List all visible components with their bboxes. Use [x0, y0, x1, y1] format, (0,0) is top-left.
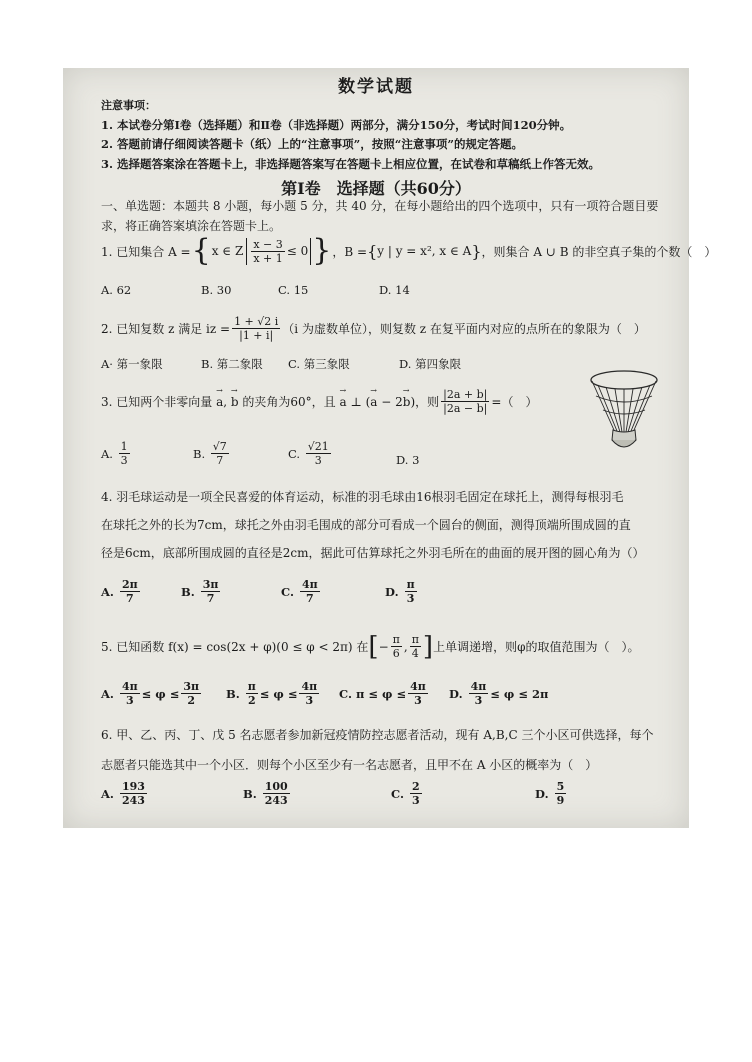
q2-prefix: 2. 已知复数 z 满足 iz =: [101, 322, 231, 336]
q3-suffix: =（ ）: [491, 395, 538, 409]
frac-num: 2π: [121, 578, 138, 591]
question-4-line: 4. 羽毛球运动是一项全民喜爱的体育运动，标准的羽毛球由16根羽毛固定在球托上，测得每根羽毛: [101, 490, 624, 504]
q3-mid2: ，则: [415, 395, 440, 409]
note-item: 1. 本试卷分第Ⅰ卷（选择题）和Ⅱ卷（非选择题）两部分，满分150分，考试时间120分钟。: [101, 118, 572, 132]
instructions: 一、单选题：本题共 8 小题，每小题 5 分，共 40 分，在每小题给出的四个选项中，只有一项符合题目要求，将正确答案填涂在答题卡上。: [101, 199, 659, 233]
q2-option-d: D. 第四象限: [399, 357, 462, 371]
q1-option-a: A. 62: [101, 283, 132, 297]
frac-den: 243: [264, 794, 288, 807]
q1-set-a-rhs: ≤ 0: [286, 244, 309, 258]
frac-den: 3: [414, 694, 422, 707]
q1-frac-num: x − 3: [253, 237, 283, 251]
q2-frac-den: |1 + i|: [239, 329, 274, 342]
q2-option-b: B. 第二象限: [201, 357, 263, 371]
left-brace: {: [191, 233, 211, 268]
q5-option-d: D. $\frac{4\pi}{3}$ ≤ φ ≤ 2π: [449, 680, 549, 707]
frac-num: 5: [556, 780, 565, 793]
left-brace: {: [367, 241, 378, 261]
frac-num: 1: [120, 440, 128, 453]
q1-set-a-lhs: x ∈ Z: [211, 244, 244, 258]
q2-fraction: [232, 315, 280, 342]
frac-num: 100: [264, 780, 288, 793]
q2-frac-num: 1 + √2 i: [234, 315, 279, 328]
q3-frac-num: |2a + b|: [443, 388, 488, 401]
shuttlecock-illustration: [586, 368, 662, 456]
frac-num: 4π: [410, 680, 426, 693]
q2-option-c: C. 第三象限: [288, 357, 350, 371]
frac-num: √21: [307, 440, 329, 453]
q3-condition: → a ⊥ (→ a − 2→ b): [336, 395, 415, 409]
q1-abs: [246, 238, 311, 265]
q1-frac-den: x + 1: [253, 251, 283, 265]
question-1: [101, 233, 717, 268]
q1-mid: ，B =: [332, 244, 368, 259]
frac-num: 3π: [183, 680, 200, 693]
q3-prefix: 3. 已知两个非零向量: [101, 395, 213, 409]
q5-option-c: C. π ≤ φ ≤ $\frac{4\pi}{3}$: [339, 680, 426, 707]
frac-den: 3: [411, 794, 420, 807]
frac-num: 4π: [301, 578, 318, 591]
frac-den: 7: [125, 592, 134, 605]
q3-option-d: D. 3: [396, 453, 420, 467]
frac-den: 7: [306, 592, 314, 605]
q5-interval-right: [410, 633, 421, 660]
frac-num: π: [406, 578, 415, 591]
frac-den: 3: [406, 592, 415, 605]
frac-den: 3: [474, 694, 483, 707]
q3-option-c: C. $\frac{√21}{3}$: [288, 440, 329, 467]
q3-frac-den: |2a − b|: [443, 402, 488, 415]
frac-num: 193: [121, 780, 145, 793]
frac-den: 9: [556, 794, 565, 807]
q1-option-b: B. 30: [201, 283, 232, 297]
frac-den: 3: [120, 454, 128, 467]
frac-den: 2: [247, 694, 256, 707]
note-item: 2. 答题前请仔细阅读答题卡（纸）上的“注意事项”，按照“注意事项”的规定答题。: [101, 137, 523, 151]
frac-den: 2: [187, 694, 196, 707]
q5-interval-left: [391, 633, 402, 660]
frac-num: π: [392, 633, 400, 646]
right-brace: }: [471, 241, 482, 261]
frac-den: 6: [392, 647, 400, 660]
q5-prefix: 5. 已知函数 f(x) = cos(2x + φ)(0 ≤ φ < 2π) 在: [101, 640, 369, 654]
comma: ,: [403, 639, 408, 654]
q1-option-d: D. 14: [379, 283, 410, 297]
exam-paper: [63, 68, 717, 828]
question-3: [101, 388, 537, 415]
q3-mid1: 的夹角为60°，且: [242, 395, 336, 409]
q3-fraction: [441, 388, 489, 415]
frac-num: 3π: [202, 578, 219, 591]
q5-suffix: 上单调递增，则φ的取值范围为（ ）。: [433, 640, 640, 654]
q6-option-d: D. $\frac{5}{9}$: [535, 780, 565, 807]
frac-den: 7: [216, 454, 224, 467]
q3-vectors: → a, → b: [212, 395, 242, 409]
note-item: 3. 选择题答案涂在答题卡上，非选择题答案写在答题卡上相应位置，在试卷和草稿纸上作答无效。: [101, 157, 601, 171]
q1-set-b: y | y = x², x ∈ A: [377, 244, 472, 258]
right-bracket: ]: [422, 631, 434, 662]
page-title: 数学试题: [338, 77, 414, 97]
frac-num: 4π: [301, 680, 318, 693]
option-value: 3: [412, 453, 420, 467]
question-6-line: 6. 甲、乙、丙、丁、戊 5 名志愿者参加新冠疫情防控志愿者活动，现有 A,B,C 三个小区可供选择，每个: [101, 728, 654, 742]
frac-num: π: [247, 680, 256, 693]
frac-den: 4: [411, 647, 419, 660]
question-4-line: 径是6cm，底部所围成圆的直径是2cm，据此可估算球托之外羽毛所在的曲面的展开图的圆心角为（）: [101, 546, 645, 560]
frac-num: 4π: [470, 680, 487, 693]
question-2: [101, 315, 646, 342]
section-title: 第Ⅰ卷 选择题（共60分）: [281, 179, 471, 198]
frac-den: 3: [314, 454, 322, 467]
q1-suffix: ，则集合 A ∪ B 的非空真子集的个数（ ）: [481, 244, 717, 259]
notes-heading: 注意事项：: [101, 99, 156, 112]
right-brace: }: [312, 233, 332, 268]
question-4-line: 在球托之外的长为7cm，球托之外由羽毛围成的部分可看成一个圆台的侧面，测得顶端所围成圆的直: [101, 518, 631, 532]
q1-prefix: 1. 已知集合 A =: [101, 244, 191, 259]
q4-option-b: B. $\frac{3\pi}{7}$: [181, 578, 219, 605]
q2-option-a: A· 第一象限: [101, 357, 163, 371]
q6-option-a: A. $\frac{193}{243}$: [101, 780, 145, 807]
q4-option-a: A. $\frac{2\pi}{7}$: [101, 578, 138, 605]
frac-den: 3: [305, 694, 314, 707]
minus-sign: −: [378, 639, 389, 654]
question-6-line: 志愿者只能选其中一个小区．则每个小区至少有一名志愿者，且甲不在 A 小区的概率为（ ）: [101, 758, 598, 772]
q2-suffix: （i 为虚数单位），则复数 z 在复平面内对应的点所在的象限为（ ）: [282, 322, 646, 336]
frac-den: 243: [121, 794, 145, 807]
q5-option-a: A. $\frac{4\pi}{3}$ ≤ φ ≤ $\frac{3\pi}{2}$: [101, 680, 200, 707]
frac-num: √7: [212, 440, 227, 453]
q5-option-b: B. $\frac{\pi}{2}$ ≤ φ ≤ $\frac{4\pi}{3}$: [226, 680, 318, 707]
frac-den: 3: [125, 694, 134, 707]
q4-option-c: C. $\frac{4\pi}{7}$: [281, 578, 318, 605]
q1-fraction: [251, 238, 284, 265]
frac-num: 4π: [121, 680, 138, 693]
q4-option-d: D. $\frac{\pi}{3}$: [385, 578, 415, 605]
frac-num: 2: [411, 780, 420, 793]
left-bracket: [: [368, 631, 379, 662]
q1-option-c: C. 15: [278, 283, 309, 297]
q6-option-b: B. $\frac{100}{243}$: [243, 780, 288, 807]
question-5: [101, 633, 639, 660]
frac-den: 7: [206, 592, 215, 605]
q3-option-b: B. $\frac{√7}{7}$: [193, 440, 227, 467]
q6-option-c: C. $\frac{2}{3}$: [391, 780, 420, 807]
frac-num: π: [411, 633, 419, 646]
q3-option-a: A. $\frac{1}{3}$: [101, 440, 128, 467]
